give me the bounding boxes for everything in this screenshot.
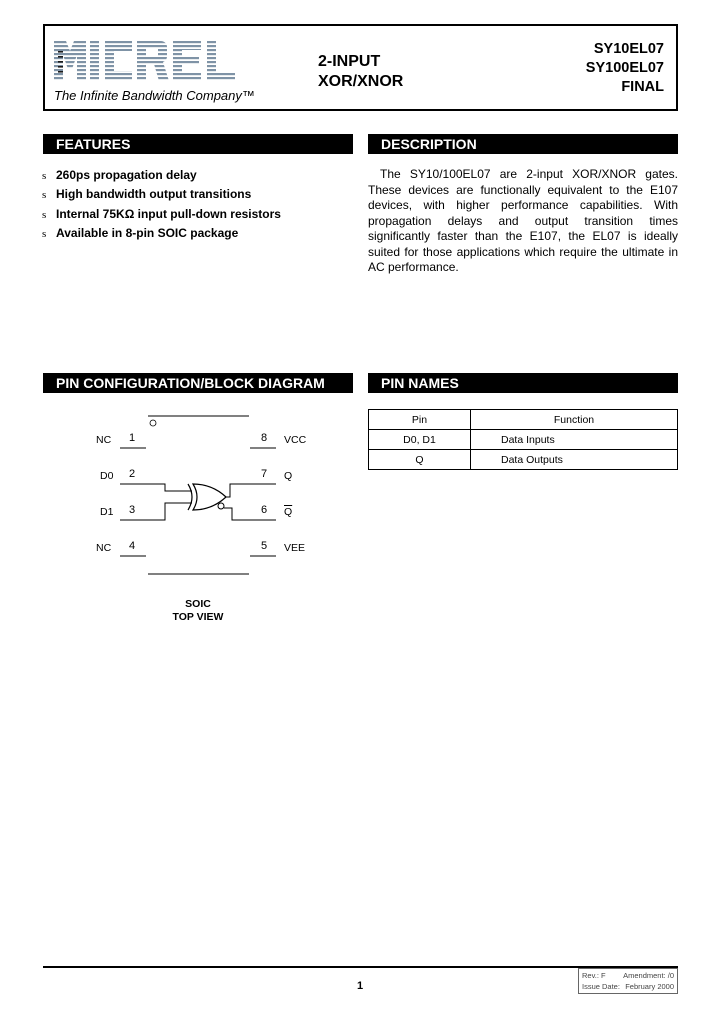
pin-label-nc: NC [96,542,112,554]
features-list [42,166,281,243]
pin-number: 3 [128,504,136,516]
revision-box [578,968,678,994]
bullet-icon: s [42,189,47,202]
pin-cell: Q [369,450,471,470]
part-number-block [586,40,664,97]
pin-number: 5 [260,540,268,552]
pin-config-heading: PIN CONFIGURATION/BLOCK DIAGRAM [43,373,353,393]
pin-label-vee: VEE [284,542,306,554]
page-number: 1 [356,980,364,992]
pin-label-d0: D0 [100,470,114,482]
feature-item: s High bandwidth output transitions [42,185,281,204]
pin-number: 4 [128,540,136,552]
package-caption: SOIC TOP VIEW [172,598,224,623]
doc-title [318,52,403,92]
feature-item: s Internal 75KΩ input pull-down resistors [42,205,281,224]
column-header-pin: Pin [369,410,471,430]
function-cell: Data Outputs [471,450,678,470]
table-row [369,430,678,450]
pin-label-q: Q [284,470,293,482]
bullet-icon: s [42,170,47,182]
micrel-logo [52,37,247,87]
pin-number: 6 [260,504,268,516]
pin-label-vcc: VCC [284,434,307,446]
feature-item: s 260ps propagation delay [42,166,281,185]
pin-number: 2 [128,468,136,480]
doc-status: FINAL [621,79,664,95]
pin-names-heading: PIN NAMES [368,373,678,393]
feature-item: s Available in 8-pin SOIC package [42,224,281,243]
function-cell: Data Inputs [471,430,678,450]
features-heading: FEATURES [43,134,353,154]
table-row [369,450,678,470]
pin-number: 8 [260,432,268,444]
pin-names-table [368,409,678,470]
bullet-icon: s [42,208,47,221]
pin-number: 7 [260,468,268,480]
revision-row: Rev.: F Amendment: /0 [582,971,674,980]
xor-gate-icon [188,484,226,510]
issue-date-row: Issue Date: February 2000 [582,982,674,991]
pin-number: 1 [128,432,136,444]
part-number-2: SY100EL07 [585,60,664,76]
bullet-icon: s [42,227,47,240]
title-line-2: XOR/XNOR [318,73,404,90]
pin-label-d1: D1 [100,506,114,518]
table-header-row [369,410,678,430]
column-header-function: Function [471,410,678,430]
pin-label-q-bar: $\overline{Q}$ [284,506,293,518]
pin-label-nc: NC [96,434,112,446]
title-line-1: 2-INPUT [318,53,381,70]
description-heading: DESCRIPTION [368,134,678,154]
pin-cell: D0, D1 [369,430,471,450]
pin1-dot-icon [150,420,156,426]
description-text: The SY10/100EL07 are 2-input XOR/XNOR gates. These devices are functionally equivalent to the E107 devices, with higher performance capabilities. With propagation delays and output transition times significantly faster than the E107, the EL07 is ideally suited for those applications which require the ultimate in AC performance. [368,167,678,274]
tagline: The Infinite Bandwidth Company™ [54,88,255,103]
part-number-1: SY10EL07 [593,41,664,57]
